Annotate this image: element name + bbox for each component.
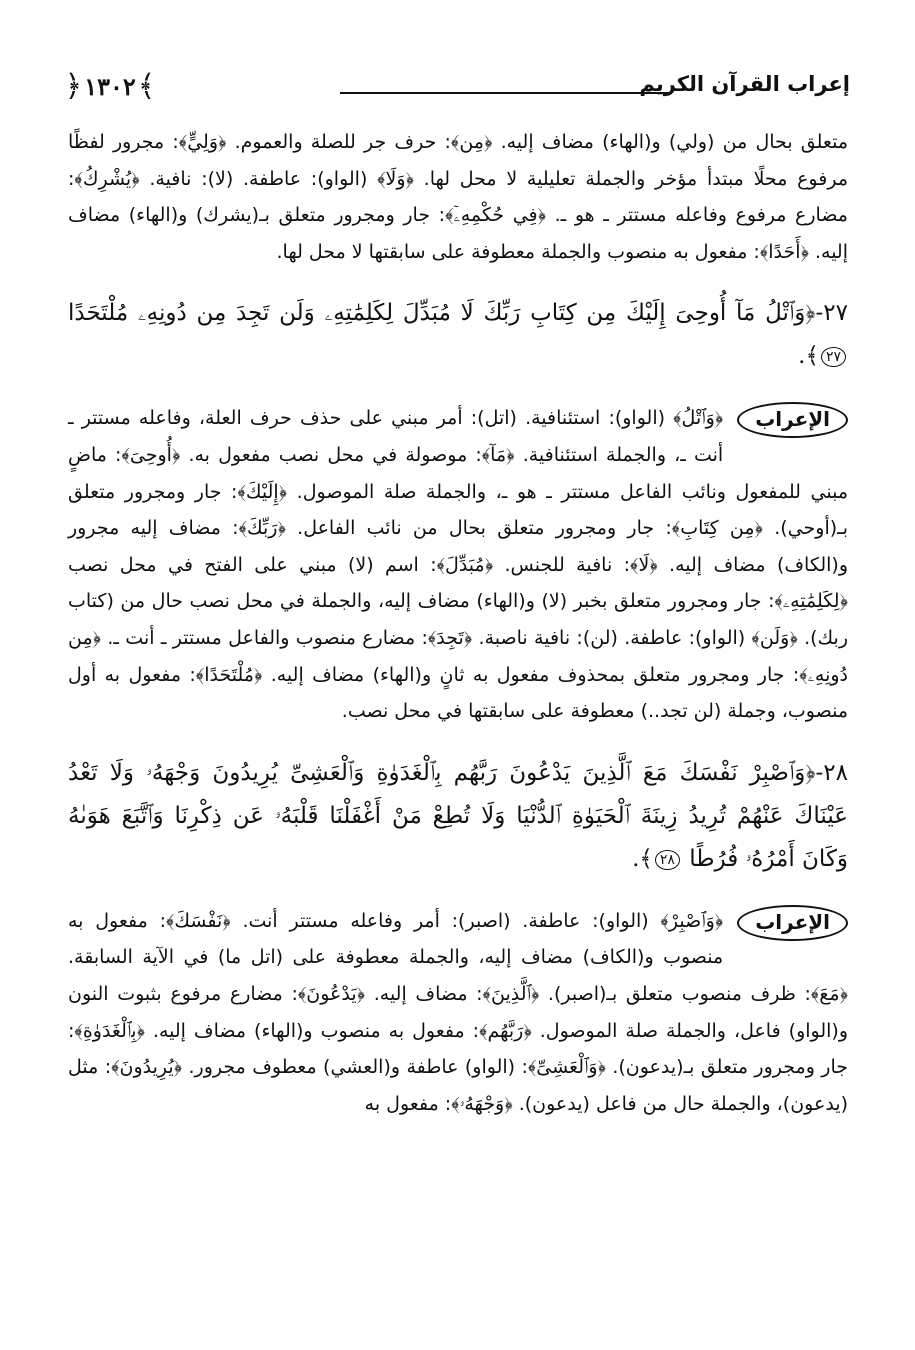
verse-27: [68, 292, 848, 378]
page-number-value: ١٣٠٢: [84, 71, 136, 101]
verse-28-text: ٢٨-﴿وَٱصْبِرْ نَفْسَكَ مَعَ ٱلَّذِينَ يَدْعُونَ رَبَّهُم بِٱلْغَدَوٰةِ وَٱلْعَشِىِّ يُرِيدُونَ وَجْهَهُۥ وَلَا تَعْدُ عَيْنَاكَ عَنْهُمْ تُرِيدُ زِينَةَ ٱلْحَيَوٰةِ ٱلدُّنْيَا وَلَا تُطِعْ مَنْ أَغْفَلْنَا قَلْبَهُۥ عَن ذِكْرِنَا وَٱتَّبَعَ هَوَىٰهُ وَكَانَ أَمْرُهُۥ فُرُطًا: [68, 759, 848, 872]
irab-27-section: [68, 400, 848, 729]
page-number-bracket-right: ﴾: [137, 68, 156, 104]
header-rule: [340, 92, 670, 94]
page-header: [60, 68, 850, 108]
page-number: [60, 68, 160, 104]
irab-28-label: الإعراب: [737, 905, 848, 941]
verse-28-number: ٢٨: [655, 850, 680, 870]
verse-27-text: ٢٧-﴿وَٱتْلُ مَآ أُوحِىَ إِلَيْكَ مِن كِتَابِ رَبِّكَ لَا مُبَدِّلَ لِكَلِمَٰتِهِۦ وَلَن تَجِدَ مِن دُونِهِۦ مُلْتَحَدًا: [68, 300, 848, 327]
irab-28-section: [68, 903, 848, 1123]
page-content: [68, 124, 848, 1122]
irab-28-text: ﴿وَٱصْبِرْ﴾ (الواو): عاطفة. (اصبر): أمر وفاعله مستتر أنت. ﴿نَفْسَكَ﴾: مفعول به منصوب و(الكاف) مضاف إليه، والجملة معطوفة على (اتل ما) في الآية السابقة. ﴿مَعَ﴾: ظرف منصوب متعلق بـ(اصبر). ﴿ٱلَّذِينَ﴾: مضاف إليه. ﴿يَدْعُونَ﴾: مضارع مرفوع بثبوت النون و(الواو) فاعل، والجملة صلة الموصول. ﴿رَبَّهُم﴾: مفعول به منصوب و(الهاء) مضاف إليه. ﴿بِٱلْغَدَوٰةِ﴾: جار ومجرور متعلق بـ(يدعون). ﴿وَٱلْعَشِىِّ﴾: (الواو) عاطفة و(العشي) معطوف مجرور. ﴿يُرِيدُونَ﴾: مثل (يدعون)، والجملة حال من فاعل (يدعون). ﴿وَجْهَهُۥ﴾: مفعول به: [68, 909, 848, 1115]
irab-27-label: الإعراب: [737, 402, 848, 438]
paragraph-continuation: متعلق بحال من (ولي) و(الهاء) مضاف إليه. ﴿مِن﴾: حرف جر للصلة والعموم. ﴿وَلِيٍّ﴾: مجرور لفظًا مرفوع محلًا مبتدأ مؤخر والجملة تعليلية لا محل لها. ﴿وَلَا﴾ (الواو): عاطفة. (لا): نافية. ﴿يُشْرِكُ﴾: مضارع مرفوع وفاعله مستتر ـ هو ـ. ﴿فِي حُكْمِهِۦٓ﴾: جار ومجرور متعلق بـ(يشرك) و(الهاء) مضاف إليه. ﴿أَحَدًا﴾: مفعول به منصوب والجملة معطوفة على سابقتها لا محل لها.: [68, 131, 848, 263]
page-number-bracket-left: ﴿: [64, 68, 83, 104]
verse-27-end: ﴾.: [798, 343, 819, 370]
book-title: إعراب القرآن الكريم: [639, 72, 850, 96]
verse-27-number: ٢٧: [821, 347, 846, 367]
irab-27-text: ﴿وَٱتْلُ﴾ (الواو): استئنافية. (اتل): أمر مبني على حذف حرف العلة، وفاعله مستتر ـ أنت ـ، والجملة استئنافية. ﴿مَآ﴾: موصولة في محل نصب مفعول به. ﴿أُوحِىَ﴾: ماضٍ مبني للمفعول ونائب الفاعل مستتر ـ هو ـ، والجملة صلة الموصول. ﴿إِلَيْكَ﴾: جار ومجرور متعلق بـ(أوحي). ﴿مِن كِتَابِ﴾: جار ومجرور متعلق بحال من نائب الفاعل. ﴿رَبِّكَ﴾: مضاف إليه مجرور و(الكاف) مضاف إليه. ﴿لَا﴾: نافية للجنس. ﴿مُبَدِّلَ﴾: اسم (لا) مبني على الفتح في محل نصب ﴿لِكَلِمَٰتِهِۦ﴾: جار ومجرور متعلق بخبر (لا) و(الهاء) مضاف إليه، والجملة في محل نصب حال من (كتاب ربك). ﴿وَلَن﴾ (الواو): عاطفة. (لن): نافية ناصبة. ﴿تَجِدَ﴾: مضارع منصوب والفاعل مستتر ـ أنت ـ. ﴿مِن دُونِهِۦ﴾: جار ومجرور متعلق بمحذوف مفعول به ثانٍ و(الهاء) مضاف إليه. ﴿مُلْتَحَدًا﴾: مفعول به أول منصوب، وجملة (لن تجد..) معطوفة على سابقتها في محل نصب.: [68, 407, 848, 723]
verse-28: [68, 752, 848, 881]
verse-28-end: ﴾.: [632, 845, 653, 872]
